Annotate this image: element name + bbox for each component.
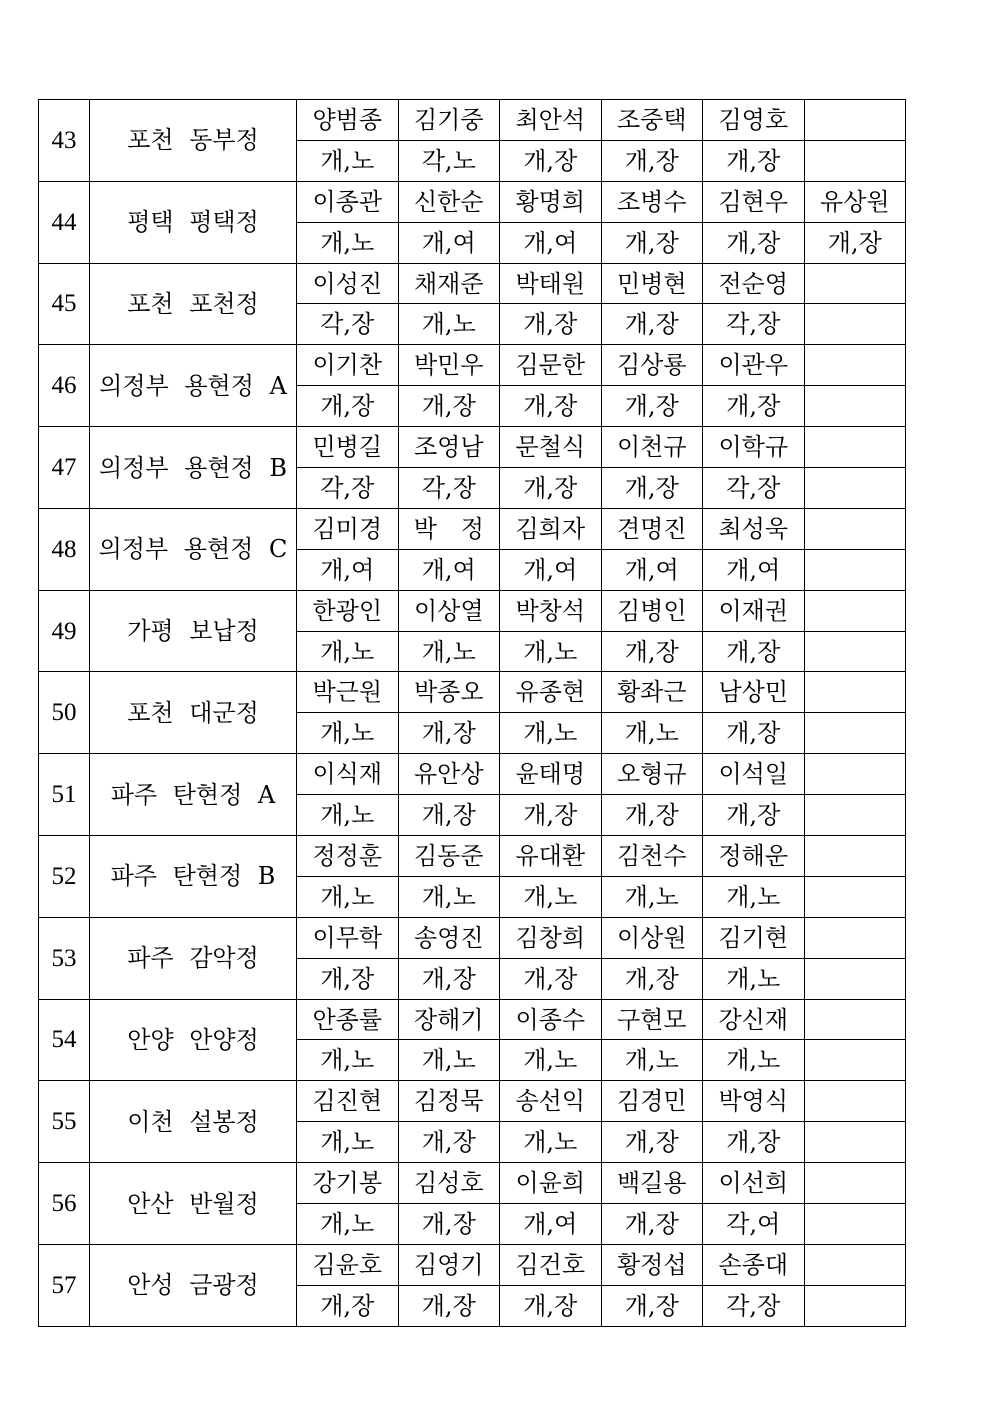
member-name: 김창희	[500, 917, 602, 958]
table-row	[39, 263, 906, 304]
team-number: 43	[39, 100, 90, 182]
table-row	[39, 672, 906, 713]
member-name: 이무학	[297, 917, 399, 958]
member-name: 박창석	[500, 590, 602, 631]
member-type: 개,노	[398, 631, 500, 672]
member-type	[804, 631, 906, 672]
member-name: 채재준	[398, 263, 500, 304]
team-roster-table	[38, 99, 906, 1327]
member-name: 김진현	[297, 1081, 399, 1122]
member-name: 김윤호	[297, 1244, 399, 1285]
member-name	[804, 999, 906, 1040]
member-type: 각,장	[398, 468, 500, 509]
member-type: 개,여	[500, 222, 602, 263]
member-type	[804, 1040, 906, 1081]
member-name: 이학규	[703, 427, 805, 468]
member-type: 개,장	[601, 1285, 703, 1326]
team-number: 45	[39, 263, 90, 345]
member-type: 개,여	[703, 549, 805, 590]
member-type: 개,장	[297, 958, 399, 999]
member-name: 견명진	[601, 508, 703, 549]
member-name: 조영남	[398, 427, 500, 468]
team-number: 55	[39, 1081, 90, 1163]
member-type: 개,장	[601, 1122, 703, 1163]
member-name	[804, 754, 906, 795]
member-type: 각,장	[297, 468, 399, 509]
member-name: 유종현	[500, 672, 602, 713]
member-type: 개,장	[601, 631, 703, 672]
member-name: 강기봉	[297, 1163, 399, 1204]
member-type: 개,장	[398, 1122, 500, 1163]
member-type: 개,장	[601, 222, 703, 263]
member-name: 이종수	[500, 999, 602, 1040]
member-name: 백길용	[601, 1163, 703, 1204]
member-type	[804, 958, 906, 999]
member-name	[804, 508, 906, 549]
member-name: 김천수	[601, 836, 703, 877]
member-type: 개,장	[398, 386, 500, 427]
member-type: 개,장	[601, 958, 703, 999]
member-name: 박 정	[398, 508, 500, 549]
member-name: 박영식	[703, 1081, 805, 1122]
member-name: 송영진	[398, 917, 500, 958]
member-type: 개,노	[297, 631, 399, 672]
team-name: 안양 안양정	[90, 999, 297, 1081]
member-name: 김기현	[703, 917, 805, 958]
member-name: 이종관	[297, 181, 399, 222]
member-type: 개,노	[297, 1204, 399, 1245]
member-name: 안종률	[297, 999, 399, 1040]
member-type: 개,노	[500, 713, 602, 754]
member-name: 양범종	[297, 100, 399, 141]
member-type: 개,장	[398, 713, 500, 754]
team-name: 이천 설봉정	[90, 1081, 297, 1163]
member-type	[804, 1285, 906, 1326]
table-row	[39, 100, 906, 141]
team-number: 47	[39, 427, 90, 509]
table-row	[39, 181, 906, 222]
member-type: 개,노	[601, 876, 703, 917]
member-type: 개,노	[297, 876, 399, 917]
member-name: 이상열	[398, 590, 500, 631]
member-name: 김영기	[398, 1244, 500, 1285]
member-type: 개,장	[601, 795, 703, 836]
member-name: 황좌근	[601, 672, 703, 713]
table-row	[39, 508, 906, 549]
team-number: 52	[39, 836, 90, 918]
member-type: 각,장	[703, 468, 805, 509]
member-type: 개,노	[297, 1040, 399, 1081]
team-name: 의정부 용현정 A	[90, 345, 297, 427]
member-name: 김문한	[500, 345, 602, 386]
member-type: 개,장	[804, 222, 906, 263]
member-name: 조중택	[601, 100, 703, 141]
member-name: 남상민	[703, 672, 805, 713]
member-name: 박종오	[398, 672, 500, 713]
team-number: 46	[39, 345, 90, 427]
member-type: 각,노	[398, 140, 500, 181]
member-name: 윤태명	[500, 754, 602, 795]
member-name	[804, 1163, 906, 1204]
table-row	[39, 1244, 906, 1285]
member-name	[804, 836, 906, 877]
member-type: 개,여	[297, 549, 399, 590]
member-type: 개,장	[703, 222, 805, 263]
member-name: 전순영	[703, 263, 805, 304]
member-name: 이성진	[297, 263, 399, 304]
member-name: 김경민	[601, 1081, 703, 1122]
team-number: 48	[39, 508, 90, 590]
member-name: 장해기	[398, 999, 500, 1040]
member-type: 개,노	[500, 876, 602, 917]
member-type: 개,장	[703, 795, 805, 836]
member-name: 민병길	[297, 427, 399, 468]
member-name: 김현우	[703, 181, 805, 222]
member-name: 구현모	[601, 999, 703, 1040]
table-row	[39, 836, 906, 877]
member-type: 개,노	[297, 140, 399, 181]
member-type: 개,노	[601, 1040, 703, 1081]
member-name: 유안상	[398, 754, 500, 795]
member-name	[804, 917, 906, 958]
member-type: 개,노	[398, 1040, 500, 1081]
member-type: 개,장	[703, 386, 805, 427]
member-name: 이재권	[703, 590, 805, 631]
member-type: 개,노	[703, 876, 805, 917]
member-type: 개,장	[500, 1285, 602, 1326]
member-type: 개,장	[703, 140, 805, 181]
member-name: 유상원	[804, 181, 906, 222]
member-name: 박근원	[297, 672, 399, 713]
member-name: 한광인	[297, 590, 399, 631]
member-type: 개,장	[297, 386, 399, 427]
team-name: 파주 탄현정 B	[90, 836, 297, 918]
member-type: 개,장	[297, 1285, 399, 1326]
member-name: 민병현	[601, 263, 703, 304]
team-name: 안산 반월정	[90, 1163, 297, 1245]
member-type	[804, 713, 906, 754]
member-type: 개,장	[398, 958, 500, 999]
team-name: 의정부 용현정 B	[90, 427, 297, 509]
table-row	[39, 427, 906, 468]
member-name	[804, 100, 906, 141]
member-name: 이선희	[703, 1163, 805, 1204]
member-type: 개,노	[703, 1040, 805, 1081]
member-name: 이윤희	[500, 1163, 602, 1204]
member-name	[804, 427, 906, 468]
member-type	[804, 468, 906, 509]
member-name: 정해운	[703, 836, 805, 877]
team-name: 포천 포천정	[90, 263, 297, 345]
member-type: 개,장	[601, 468, 703, 509]
member-type: 개,여	[500, 549, 602, 590]
team-name: 안성 금광정	[90, 1244, 297, 1326]
table-row	[39, 345, 906, 386]
member-type: 개,노	[398, 876, 500, 917]
member-type: 개,장	[500, 386, 602, 427]
member-type: 개,노	[703, 958, 805, 999]
member-name: 박민우	[398, 345, 500, 386]
member-name: 김상룡	[601, 345, 703, 386]
member-type: 개,장	[601, 140, 703, 181]
team-name: 포천 동부정	[90, 100, 297, 182]
member-type: 개,장	[398, 795, 500, 836]
member-type	[804, 549, 906, 590]
member-type	[804, 1122, 906, 1163]
member-type	[804, 795, 906, 836]
member-name: 조병수	[601, 181, 703, 222]
team-number: 54	[39, 999, 90, 1081]
member-type: 개,장	[601, 386, 703, 427]
member-name: 김성호	[398, 1163, 500, 1204]
member-type: 개,노	[500, 1040, 602, 1081]
member-name: 황정섭	[601, 1244, 703, 1285]
member-type: 개,장	[601, 304, 703, 345]
member-name	[804, 345, 906, 386]
member-name: 박태원	[500, 263, 602, 304]
member-name	[804, 590, 906, 631]
member-name: 송선익	[500, 1081, 602, 1122]
member-type: 개,노	[500, 631, 602, 672]
member-name	[804, 1244, 906, 1285]
member-type: 개,노	[297, 1122, 399, 1163]
member-name: 김정묵	[398, 1081, 500, 1122]
team-name: 파주 감악정	[90, 917, 297, 999]
member-name: 김희자	[500, 508, 602, 549]
member-type	[804, 1204, 906, 1245]
member-type: 개,노	[297, 713, 399, 754]
team-name: 파주 탄현정 A	[90, 754, 297, 836]
team-number: 51	[39, 754, 90, 836]
member-name: 최안석	[500, 100, 602, 141]
member-name: 이기찬	[297, 345, 399, 386]
team-name: 포천 대군정	[90, 672, 297, 754]
team-name: 의정부 용현정 C	[90, 508, 297, 590]
member-type: 개,노	[297, 222, 399, 263]
member-name: 손종대	[703, 1244, 805, 1285]
member-type: 개,장	[500, 140, 602, 181]
member-name: 김미경	[297, 508, 399, 549]
member-name: 오형규	[601, 754, 703, 795]
member-type	[804, 304, 906, 345]
member-type: 각,장	[703, 1285, 805, 1326]
member-type: 개,장	[500, 795, 602, 836]
table-row	[39, 590, 906, 631]
table-row	[39, 917, 906, 958]
member-name: 신한순	[398, 181, 500, 222]
member-type: 개,노	[297, 795, 399, 836]
member-type: 개,장	[500, 468, 602, 509]
member-type	[804, 140, 906, 181]
member-name	[804, 672, 906, 713]
member-type: 각,장	[703, 304, 805, 345]
table-row	[39, 1163, 906, 1204]
member-name: 강신재	[703, 999, 805, 1040]
member-name: 이석일	[703, 754, 805, 795]
roster-body	[39, 100, 906, 1327]
member-type	[804, 386, 906, 427]
member-name: 김영호	[703, 100, 805, 141]
team-number: 44	[39, 181, 90, 263]
member-name	[804, 263, 906, 304]
member-type: 개,장	[703, 713, 805, 754]
team-number: 56	[39, 1163, 90, 1245]
team-name: 가평 보납정	[90, 590, 297, 672]
member-type: 개,여	[500, 1204, 602, 1245]
table-row	[39, 754, 906, 795]
table-row	[39, 1081, 906, 1122]
member-name: 이관우	[703, 345, 805, 386]
member-type: 개,장	[703, 631, 805, 672]
member-name: 이식재	[297, 754, 399, 795]
team-number: 57	[39, 1244, 90, 1326]
member-type: 각,여	[703, 1204, 805, 1245]
member-type	[804, 876, 906, 917]
team-number: 53	[39, 917, 90, 999]
member-type: 개,장	[601, 1204, 703, 1245]
team-number: 50	[39, 672, 90, 754]
member-type: 개,장	[500, 304, 602, 345]
member-type: 개,여	[398, 549, 500, 590]
table-row	[39, 999, 906, 1040]
member-type: 개,장	[703, 1122, 805, 1163]
member-name: 김동준	[398, 836, 500, 877]
member-type: 개,노	[601, 713, 703, 754]
member-type: 개,노	[500, 1122, 602, 1163]
member-name: 이상원	[601, 917, 703, 958]
member-name: 정정훈	[297, 836, 399, 877]
member-name: 이천규	[601, 427, 703, 468]
member-type: 개,장	[500, 958, 602, 999]
member-name: 문철식	[500, 427, 602, 468]
member-type: 개,여	[601, 549, 703, 590]
member-name: 황명희	[500, 181, 602, 222]
team-name: 평택 평택정	[90, 181, 297, 263]
member-name: 김병인	[601, 590, 703, 631]
member-name	[804, 1081, 906, 1122]
team-number: 49	[39, 590, 90, 672]
member-name: 김기중	[398, 100, 500, 141]
member-name: 유대환	[500, 836, 602, 877]
member-type: 개,노	[398, 304, 500, 345]
member-name: 최성욱	[703, 508, 805, 549]
member-type: 개,장	[398, 1204, 500, 1245]
member-type: 개,여	[398, 222, 500, 263]
member-name: 김건호	[500, 1244, 602, 1285]
member-type: 개,장	[398, 1285, 500, 1326]
member-type: 각,장	[297, 304, 399, 345]
